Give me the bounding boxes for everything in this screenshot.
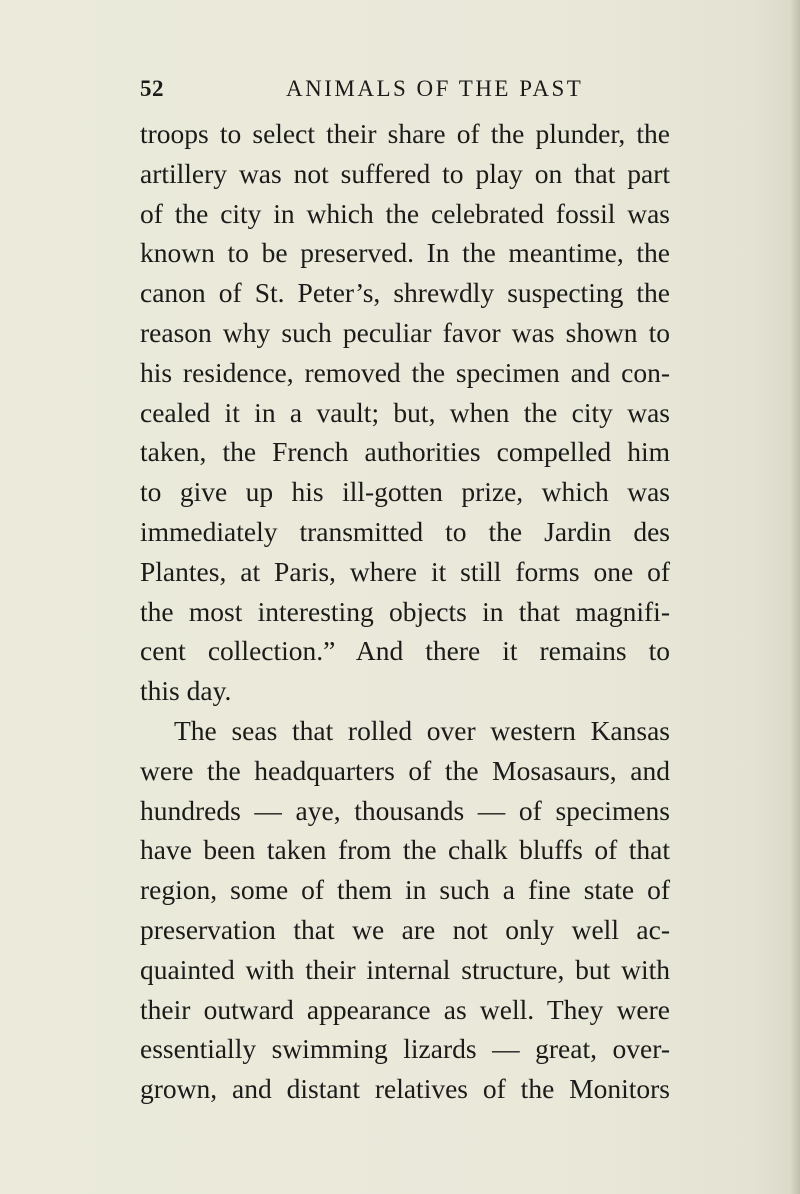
text-line: troops to select their share of the plunder, the xyxy=(140,118,670,149)
text-line: region, some of them in such a fine state of xyxy=(140,874,670,906)
text-line: cealed it in a vault; but, when the city was xyxy=(140,396,670,428)
text-line: of the city in which the celebrated fossil was xyxy=(140,197,670,229)
body-text xyxy=(140,114,670,1109)
text-line: have been taken from the chalk bluffs of that xyxy=(140,834,670,866)
text-line: the most interesting objects in that magnifi- xyxy=(140,595,670,627)
running-head xyxy=(140,76,670,106)
text-line: artillery was not suffered to play on that part xyxy=(140,157,670,189)
text-line: known to be preserved. In the meantime, the xyxy=(140,237,670,269)
text-line: immediately transmitted to the Jardin des xyxy=(140,515,670,547)
text-line: essentially swimming lizards — great, over- xyxy=(140,1033,670,1065)
text-line: canon of St. Peter’s, shrewdly suspecting the xyxy=(140,277,670,309)
text-line: their outward appearance as well. They were xyxy=(140,993,670,1025)
text-line: grown, and distant relatives of the Monitors xyxy=(140,1073,670,1105)
text-line: his residence, removed the specimen and con- xyxy=(140,356,670,388)
text-line: reason why such peculiar favor was shown to xyxy=(140,316,670,348)
page-number: 52 xyxy=(140,76,164,101)
text-line: hundreds — aye, thousands — of specimens xyxy=(140,794,670,826)
running-title: ANIMALS OF THE PAST xyxy=(286,76,584,101)
text-line: cent collection.” And there it remains to xyxy=(140,635,670,667)
paragraph-start-line: The seas that rolled over western Kansas xyxy=(174,714,670,746)
text-line: were the headquarters of the Mosasaurs, and xyxy=(140,754,670,786)
text-line: Plantes, at Paris, where it still forms one of xyxy=(140,555,670,587)
text-line: preservation that we are not only well ac- xyxy=(140,913,670,945)
paragraph-end-line: this day. xyxy=(140,675,232,707)
text-line: taken, the French authorities compelled him xyxy=(140,436,670,468)
page-edge-shadow xyxy=(790,0,800,1194)
text-line: quainted with their internal structure, but with xyxy=(140,953,670,985)
text-line: to give up his ill-gotten prize, which was xyxy=(140,476,670,508)
